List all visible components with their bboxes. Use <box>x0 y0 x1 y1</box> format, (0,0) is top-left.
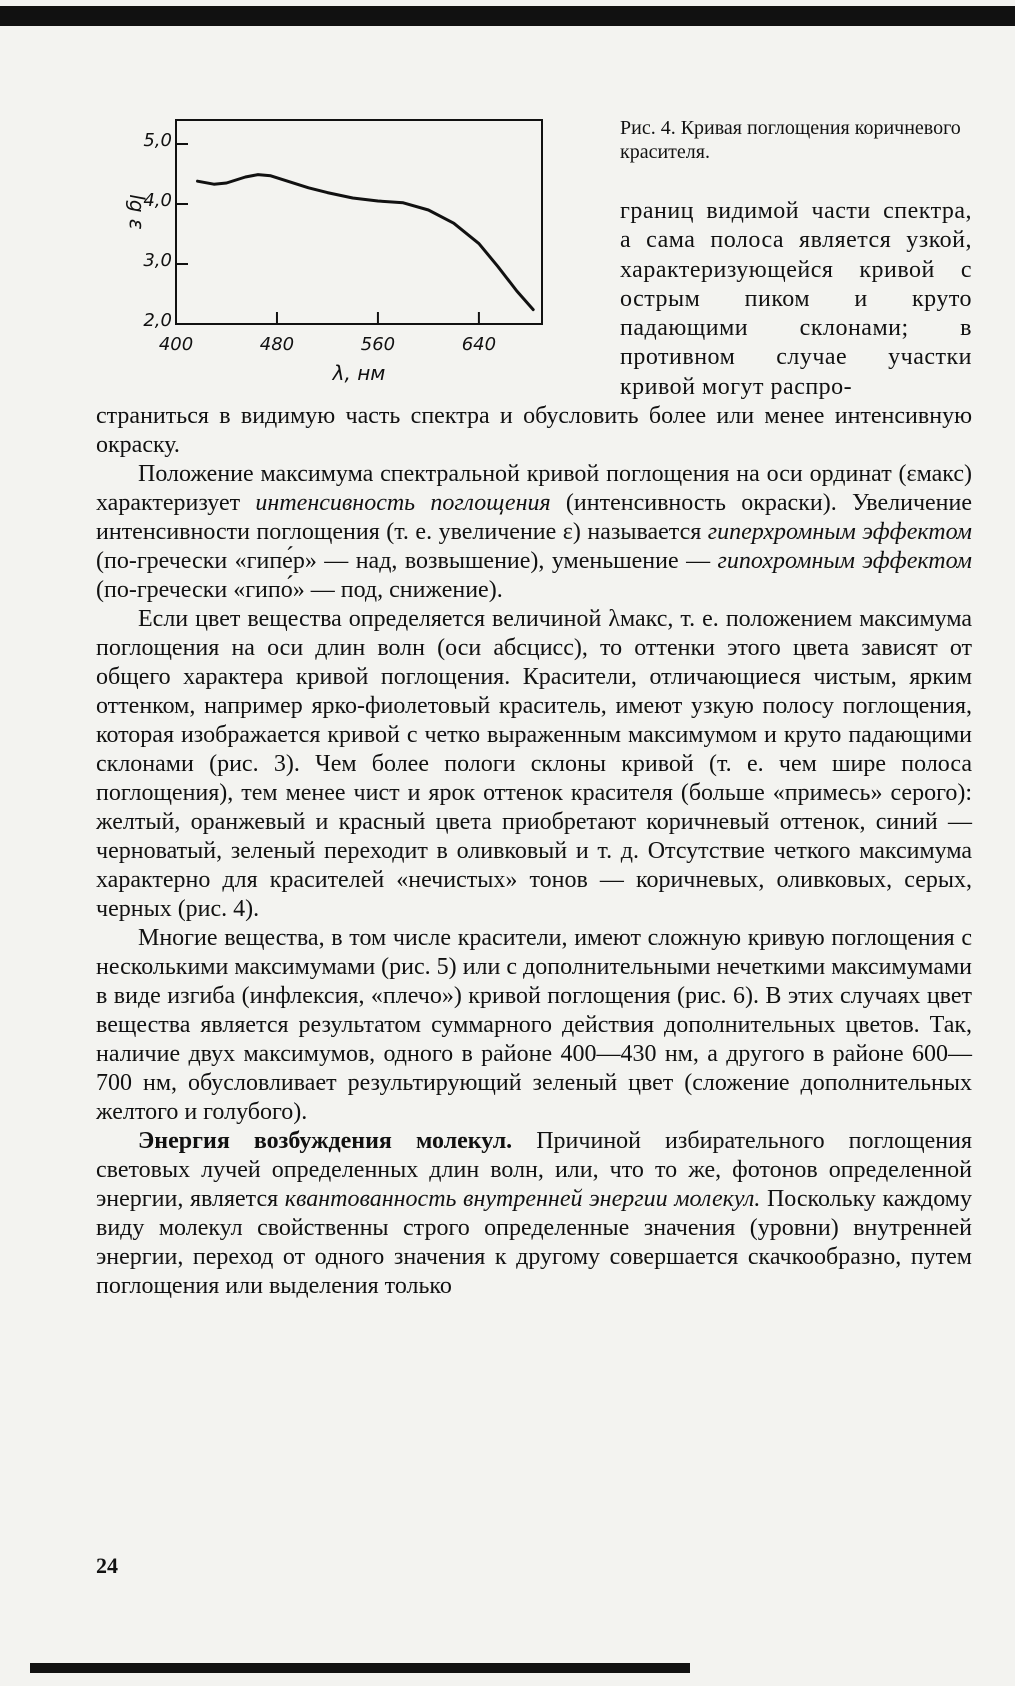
x-tick-label: 560 <box>360 334 396 355</box>
plot-frame <box>176 120 542 324</box>
x-tick-label: 480 <box>259 334 295 355</box>
y-tick-label: 4,0 <box>143 190 172 211</box>
page-number: 24 <box>96 1553 118 1578</box>
x-tick-label: 640 <box>461 334 497 355</box>
y-axis-label: lg ε <box>125 194 149 230</box>
figure-4-absorption-chart <box>118 118 598 418</box>
y-tick-label: 5,0 <box>143 130 172 151</box>
absorption-curve <box>198 175 534 310</box>
paragraph-multiple-maxima: Многие вещества, в том числе красители, имеют сложную кривую поглощения с несколькими максимумами (рис. 5) или с дополнительными нечеткими максимумами в виде изгиба (инфлексия, «плечо») кривой поглощения (рис. 6). В этих случаях цвет вещества является результатом суммарного действия дополнительных цветов. Так, наличие двух максимумов, одного в районе 400—430 нм, а другого в районе 600—700 нм, обусловливает результирующий зеленый цвет (сложение дополнительных желтого и голубого). <box>96 925 972 1125</box>
chart-svg <box>118 118 598 418</box>
wrapped-paragraph: границ видимой части спектра, а сама полоса является узкой, характеризующейся кривой с острым пиком и круто падающими склонами; в противном случае участки кривой могут распро- <box>620 198 972 400</box>
x-tick-label: 400 <box>158 334 194 355</box>
y-tick-label: 2,0 <box>143 310 172 331</box>
y-tick-label: 3,0 <box>143 250 172 271</box>
paragraph-hue: Если цвет вещества определяется величиной λмакс, т. е. положением максимума поглощения на оси длин волн (оси абсцисс), то оттенки этого цвета зависят от общего характера кривой поглощения. Красители, отличающиеся чистым, ярким оттенком, например ярко-фиолетовый краситель, имеют узкую полосу поглощения, которая изображается кривой с четко выраженным максимумом и круто падающими склонами (рис. 3). Чем более пологи склоны кривой (т. е. чем шире полоса поглощения), тем менее чист и ярок оттенок красителя (больше «примесь» серого): желтый, оранжевый и красный цвета приобретают коричневый оттенок, синий — черноватый, зеленый переходит в оливковый и т. д. Отсутствие четкого максимума характерно для красителей «нечистых» тонов — коричневых, оливковых, серых, черных (рис. 4). <box>96 606 972 922</box>
x-axis-label: λ, нм <box>332 361 386 385</box>
section-heading: Энергия возбуждения молекул. <box>138 1128 513 1154</box>
top-border-rule <box>0 6 1015 26</box>
bottom-border-rule <box>30 1663 690 1673</box>
figure-caption: Рис. 4. Кривая поглощения коричневого красителя. <box>620 117 961 163</box>
paragraph-excitation-energy: Энергия возбуждения молекул. Причиной избирательного поглощения световых лучей определенных длин волн, или, что то же, фотонов определенной энергии, является квантованность внутренней энергии молекул. Поскольку каждому виду молекул свойственны строго определенные значения (уровни) внутренней энергии, переход от одного значения к другому совершается скачкообразно, путем поглощения или выделения только <box>96 1128 972 1299</box>
paragraph-continuation: страниться в видимую часть спектра и обусловить более или менее интенсивную окраску. <box>96 403 972 458</box>
main-text <box>96 402 972 1301</box>
paragraph-intensity: Положение максимума спектральной кривой поглощения на оси ординат (εмакс) характеризует интенсивность поглощения (интенсивность окраски). Увеличение интенсивности поглощения (т. е. увеличение ε) называется гиперхромным эффектом (по-гречески «гипе́р» — над, возвышение), уменьшение — гипохромным эффектом (по-гречески «гипо́» — под, снижение). <box>96 461 973 603</box>
